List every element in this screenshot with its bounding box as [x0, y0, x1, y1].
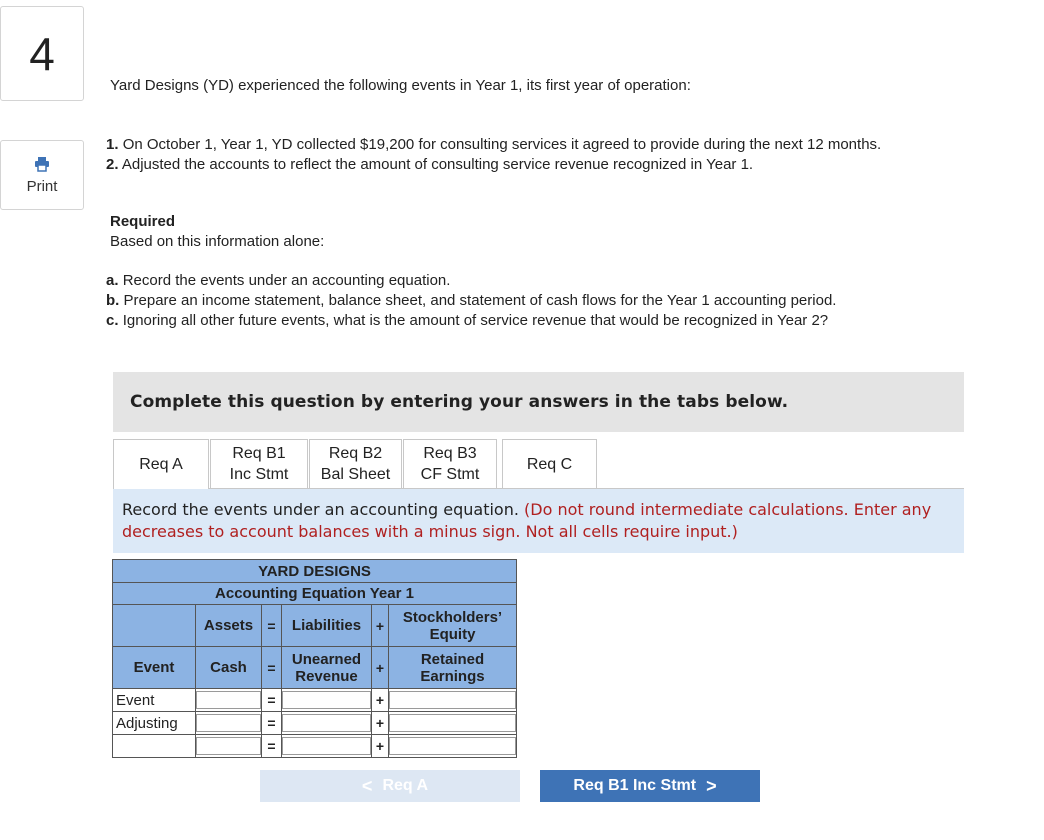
unearned-revenue-input[interactable] — [282, 691, 371, 709]
table-row — [113, 689, 517, 712]
equals-sign: = — [262, 647, 282, 689]
next-button[interactable] — [540, 770, 760, 802]
retained-earnings-input[interactable] — [389, 691, 516, 709]
liabilities-header: Liabilities — [282, 605, 372, 647]
tab-req-b2[interactable]: Req B2 Bal Sheet — [309, 439, 402, 489]
equals-sign: = — [262, 712, 282, 735]
event-column-header: Event — [113, 647, 196, 689]
required-subtitle: Based on this information alone: — [110, 233, 325, 250]
cash-input[interactable] — [196, 691, 261, 709]
plus-sign: + — [372, 712, 389, 735]
required-title: Required — [110, 213, 176, 230]
prev-button[interactable] — [260, 770, 520, 802]
prev-button-label: Req A — [382, 777, 429, 794]
plus-sign: + — [372, 689, 389, 712]
events-list — [106, 135, 881, 175]
tab-req-c[interactable]: Req C — [502, 439, 597, 489]
plus-sign: + — [372, 735, 389, 758]
intro-text: Yard Designs (YD) experienced the following events in Year 1, its first year of operation: — [110, 77, 691, 94]
tab-req-a[interactable]: Req A — [113, 439, 209, 490]
print-label: Print — [26, 177, 58, 195]
retained-earnings-total-input[interactable] — [389, 737, 516, 755]
part-item: a. Record the events under an accounting equation. — [106, 272, 451, 289]
plus-sign: + — [372, 647, 389, 689]
equals-sign: = — [262, 605, 282, 647]
unearned-revenue-input[interactable] — [282, 714, 371, 732]
event-item: 1. On October 1, Year 1, YD collected $19,200 for consulting services it agreed to provide during the next 12 months. — [106, 136, 882, 153]
table-subtitle: Accounting Equation Year 1 — [113, 583, 517, 605]
part-item: b. Prepare an income statement, balance sheet, and statement of cash flows for the Year 1 accounting period. — [106, 292, 837, 309]
equals-sign: = — [262, 735, 282, 758]
table-row — [113, 712, 517, 735]
retained-earnings-input[interactable] — [389, 714, 516, 732]
instruction-note: (Do not round intermediate calculations. Enter any decreases to account balances with a minus sign. Not all cells require input.) — [122, 500, 932, 541]
cash-input[interactable] — [196, 714, 261, 732]
parts-list — [106, 271, 836, 331]
plus-sign: + — [372, 605, 389, 647]
next-button-label: Req B1 Inc Stmt — [573, 777, 697, 794]
chevron-left-icon: < — [361, 775, 373, 796]
cash-header: Cash — [196, 647, 262, 689]
assets-header: Assets — [196, 605, 262, 647]
cash-total-input[interactable] — [196, 737, 261, 755]
printer-icon — [34, 156, 50, 172]
tab-req-b1[interactable]: Req B1 Inc Stmt — [210, 439, 308, 489]
chevron-right-icon: > — [706, 775, 717, 796]
row-label: Event — [113, 689, 196, 712]
row-label: Adjusting — [113, 712, 196, 735]
row-label — [113, 735, 196, 758]
part-item: c. Ignoring all other future events, what is the amount of service revenue that would be recognized in Year 2? — [106, 312, 829, 329]
equals-sign: = — [262, 689, 282, 712]
table-row-total — [113, 735, 517, 758]
accounting-equation-table — [112, 559, 517, 758]
tab-req-b3[interactable]: Req B3 CF Stmt — [403, 439, 497, 489]
instruction-box — [113, 489, 964, 553]
unearned-revenue-header: Unearned Revenue — [282, 647, 372, 689]
equity-header: Stockholders’ Equity — [389, 605, 517, 647]
company-name: YARD DESIGNS — [113, 560, 517, 583]
instruction-main: Record the events under an accounting equation. — [122, 500, 525, 519]
instructions-banner: Complete this question by entering your answers in the tabs below. — [113, 372, 964, 432]
unearned-revenue-total-input[interactable] — [282, 737, 371, 755]
question-number: 4 — [0, 6, 84, 101]
retained-earnings-header: Retained Earnings — [389, 647, 517, 689]
event-item: 2. Adjusted the accounts to reflect the amount of consulting service revenue recognized in Year 1. — [106, 156, 754, 173]
print-button[interactable] — [0, 140, 84, 210]
